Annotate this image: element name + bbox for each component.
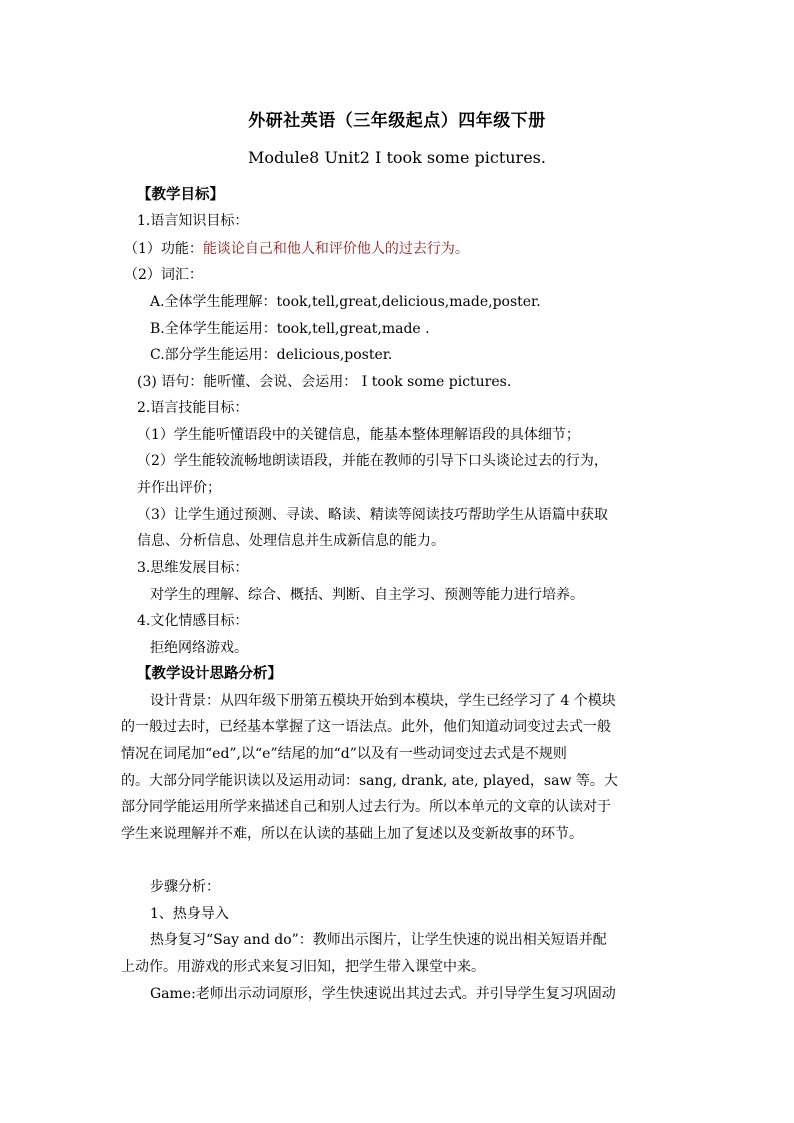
- background-line-6: 学生来说理解并不难，所以在认读的基础上加了复述以及变新故事的环节。: [121, 826, 583, 842]
- steps-label: 步骤分析：: [150, 879, 220, 895]
- goal-1-2-c: C.部分学生能运用：delicious,poster.: [150, 347, 393, 363]
- background-line-3: 情况在词尾加“ed”,以“e”结尾的加“d”以及有一些动词变过去式是不规则: [121, 746, 567, 762]
- background-line-1: 设计背景：从四年级下册第五模块开始到本模块，学生已经学习了 4 个模块: [150, 693, 616, 709]
- step-1-heading: 1、热身导入: [150, 906, 229, 922]
- document-subtitle: Module8 Unit2 I took some pictures.: [248, 148, 546, 167]
- goal-2-2-line1: （2）学生能较流畅地朗读语段，并能在教师的引导下口头谈论过去的行为，: [137, 453, 608, 469]
- goal-2-3-line1: （3）让学生通过预测、寻读、略读、精读等阅读技巧帮助学生从语篇中获取: [137, 507, 608, 523]
- goal-2-2-line2: 并作出评价；: [137, 480, 221, 496]
- document-title: 外研社英语（三年级起点）四年级下册: [248, 111, 546, 131]
- goal-1-3: (3) 语句：能听懂、会说、会运用： I took some pictures.: [137, 374, 512, 390]
- goal-1-1-text: 能谈论自己和他人和评价他人的过去行为。: [202, 241, 469, 257]
- goal-1-1-prefix: （1）功能：: [124, 241, 203, 257]
- goal-4-text: 拒绝网络游戏。: [150, 640, 248, 656]
- goal-4-label: 4.文化情感目标：: [137, 613, 249, 629]
- section-heading-design: 【教学设计思路分析】: [137, 665, 282, 682]
- game-line-1: Game:老师出示动词原形，学生快速说出其过去式。并引导学生复习巩固动: [150, 986, 616, 1002]
- goal-1-2-b: B.全体学生能运用：took,tell,great,made .: [150, 321, 430, 337]
- goal-2-label: 2.语言技能目标：: [137, 400, 249, 416]
- goal-2-1: （1）学生能听懂语段中的关键信息，能基本整体理解语段的具体细节；: [137, 427, 580, 443]
- goal-3-label: 3.思维发展目标：: [137, 560, 249, 576]
- goal-1-2-a: A.全体学生能理解：took,tell,great,delicious,made,poster.: [150, 294, 541, 310]
- step-1-line-1: 热身复习“Say and do”：教师出示图片，让学生快速的说出相关短语并配: [150, 932, 607, 948]
- background-line-4: 的。大部分同学能识读以及运用动词：sang, drank, ate, played，saw 等。大: [121, 773, 618, 789]
- goal-3-text: 对学生的理解、综合、概括、判断、自主学习、预测等能力进行培养。: [150, 587, 584, 603]
- step-1-line-2: 上动作。用游戏的形式来复习旧知，把学生带入课堂中来。: [121, 959, 485, 975]
- background-line-2: 的一般过去时，已经基本掌握了这一语法点。此外，他们知道动词变过去式一般: [121, 719, 611, 735]
- goal-1-2: （2）词汇：: [124, 267, 203, 283]
- section-heading-goals: 【教学目标】: [137, 186, 224, 203]
- goal-2-3-line2: 信息、分析信息、处理信息并生成新信息的能力。: [137, 533, 445, 549]
- goal-1-label: 1.语言知识目标：: [137, 213, 249, 229]
- goal-1-1: [124, 240, 469, 258]
- background-line-5: 部分同学能运用所学来描述自己和别人过去行为。所以本单元的文章的认读对于: [121, 799, 611, 815]
